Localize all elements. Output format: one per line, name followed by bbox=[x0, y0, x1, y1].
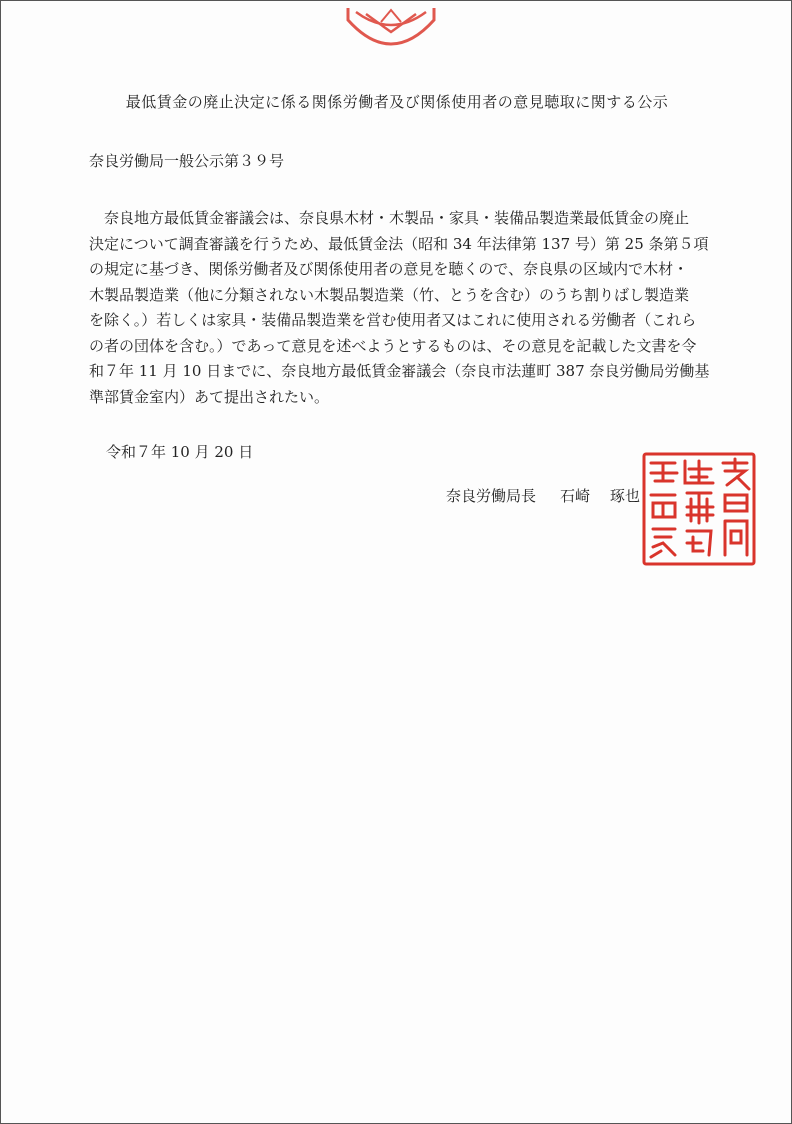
body-line: の規定に基づき、関係労働者及び関係使用者の意見を聴くので、奈良県の区域内で木材・ bbox=[89, 260, 689, 278]
body-line: を除く。）若しくは家具・装備品製造業を営む使用者又はこれに使用される労働者（これら bbox=[89, 311, 697, 329]
signer-title: 奈良労働局長 bbox=[446, 487, 537, 505]
signer-line bbox=[446, 485, 640, 506]
notice-number: 奈良労働局一般公示第３９号 bbox=[89, 152, 285, 170]
body-line: 決定について調査審議を行うため、最低賃金法（昭和 34 年法律第 137 号）第 25 条第５項 bbox=[89, 234, 709, 253]
body-line: 木製品製造業（他に分類されない木製品製造業（竹、とうを含む）のうち割りばし製造業 bbox=[89, 285, 690, 304]
issue-date: 令和７年 10 月 20 日 bbox=[106, 443, 254, 461]
document-title: 最低賃金の廃止決定に係る関係労働者及び関係使用者の意見聴取に関する公示 bbox=[125, 93, 669, 111]
body-line: 和７年 11 月 10 日までに、奈良地方最低賃金審議会（奈良市法蓮町 387 奈良労働局労働基 bbox=[89, 362, 710, 380]
partial-seal-stamp bbox=[346, 8, 436, 50]
official-seal-stamp bbox=[641, 451, 757, 567]
body-line: 準部賃金室内）あて提出されたい。 bbox=[89, 387, 330, 406]
signer-surname: 石崎 bbox=[560, 487, 591, 505]
body-line: の者の団体を含む。）であって意見を述べようとするものは、その意見を記載した文書を令 bbox=[89, 336, 697, 355]
body-line: 奈良地方最低賃金審議会は、奈良県木材・木製品・家具・装備品製造業最低賃金の廃止 bbox=[89, 209, 690, 227]
body-paragraph bbox=[89, 206, 749, 410]
signer-given-name: 琢也 bbox=[610, 487, 641, 505]
